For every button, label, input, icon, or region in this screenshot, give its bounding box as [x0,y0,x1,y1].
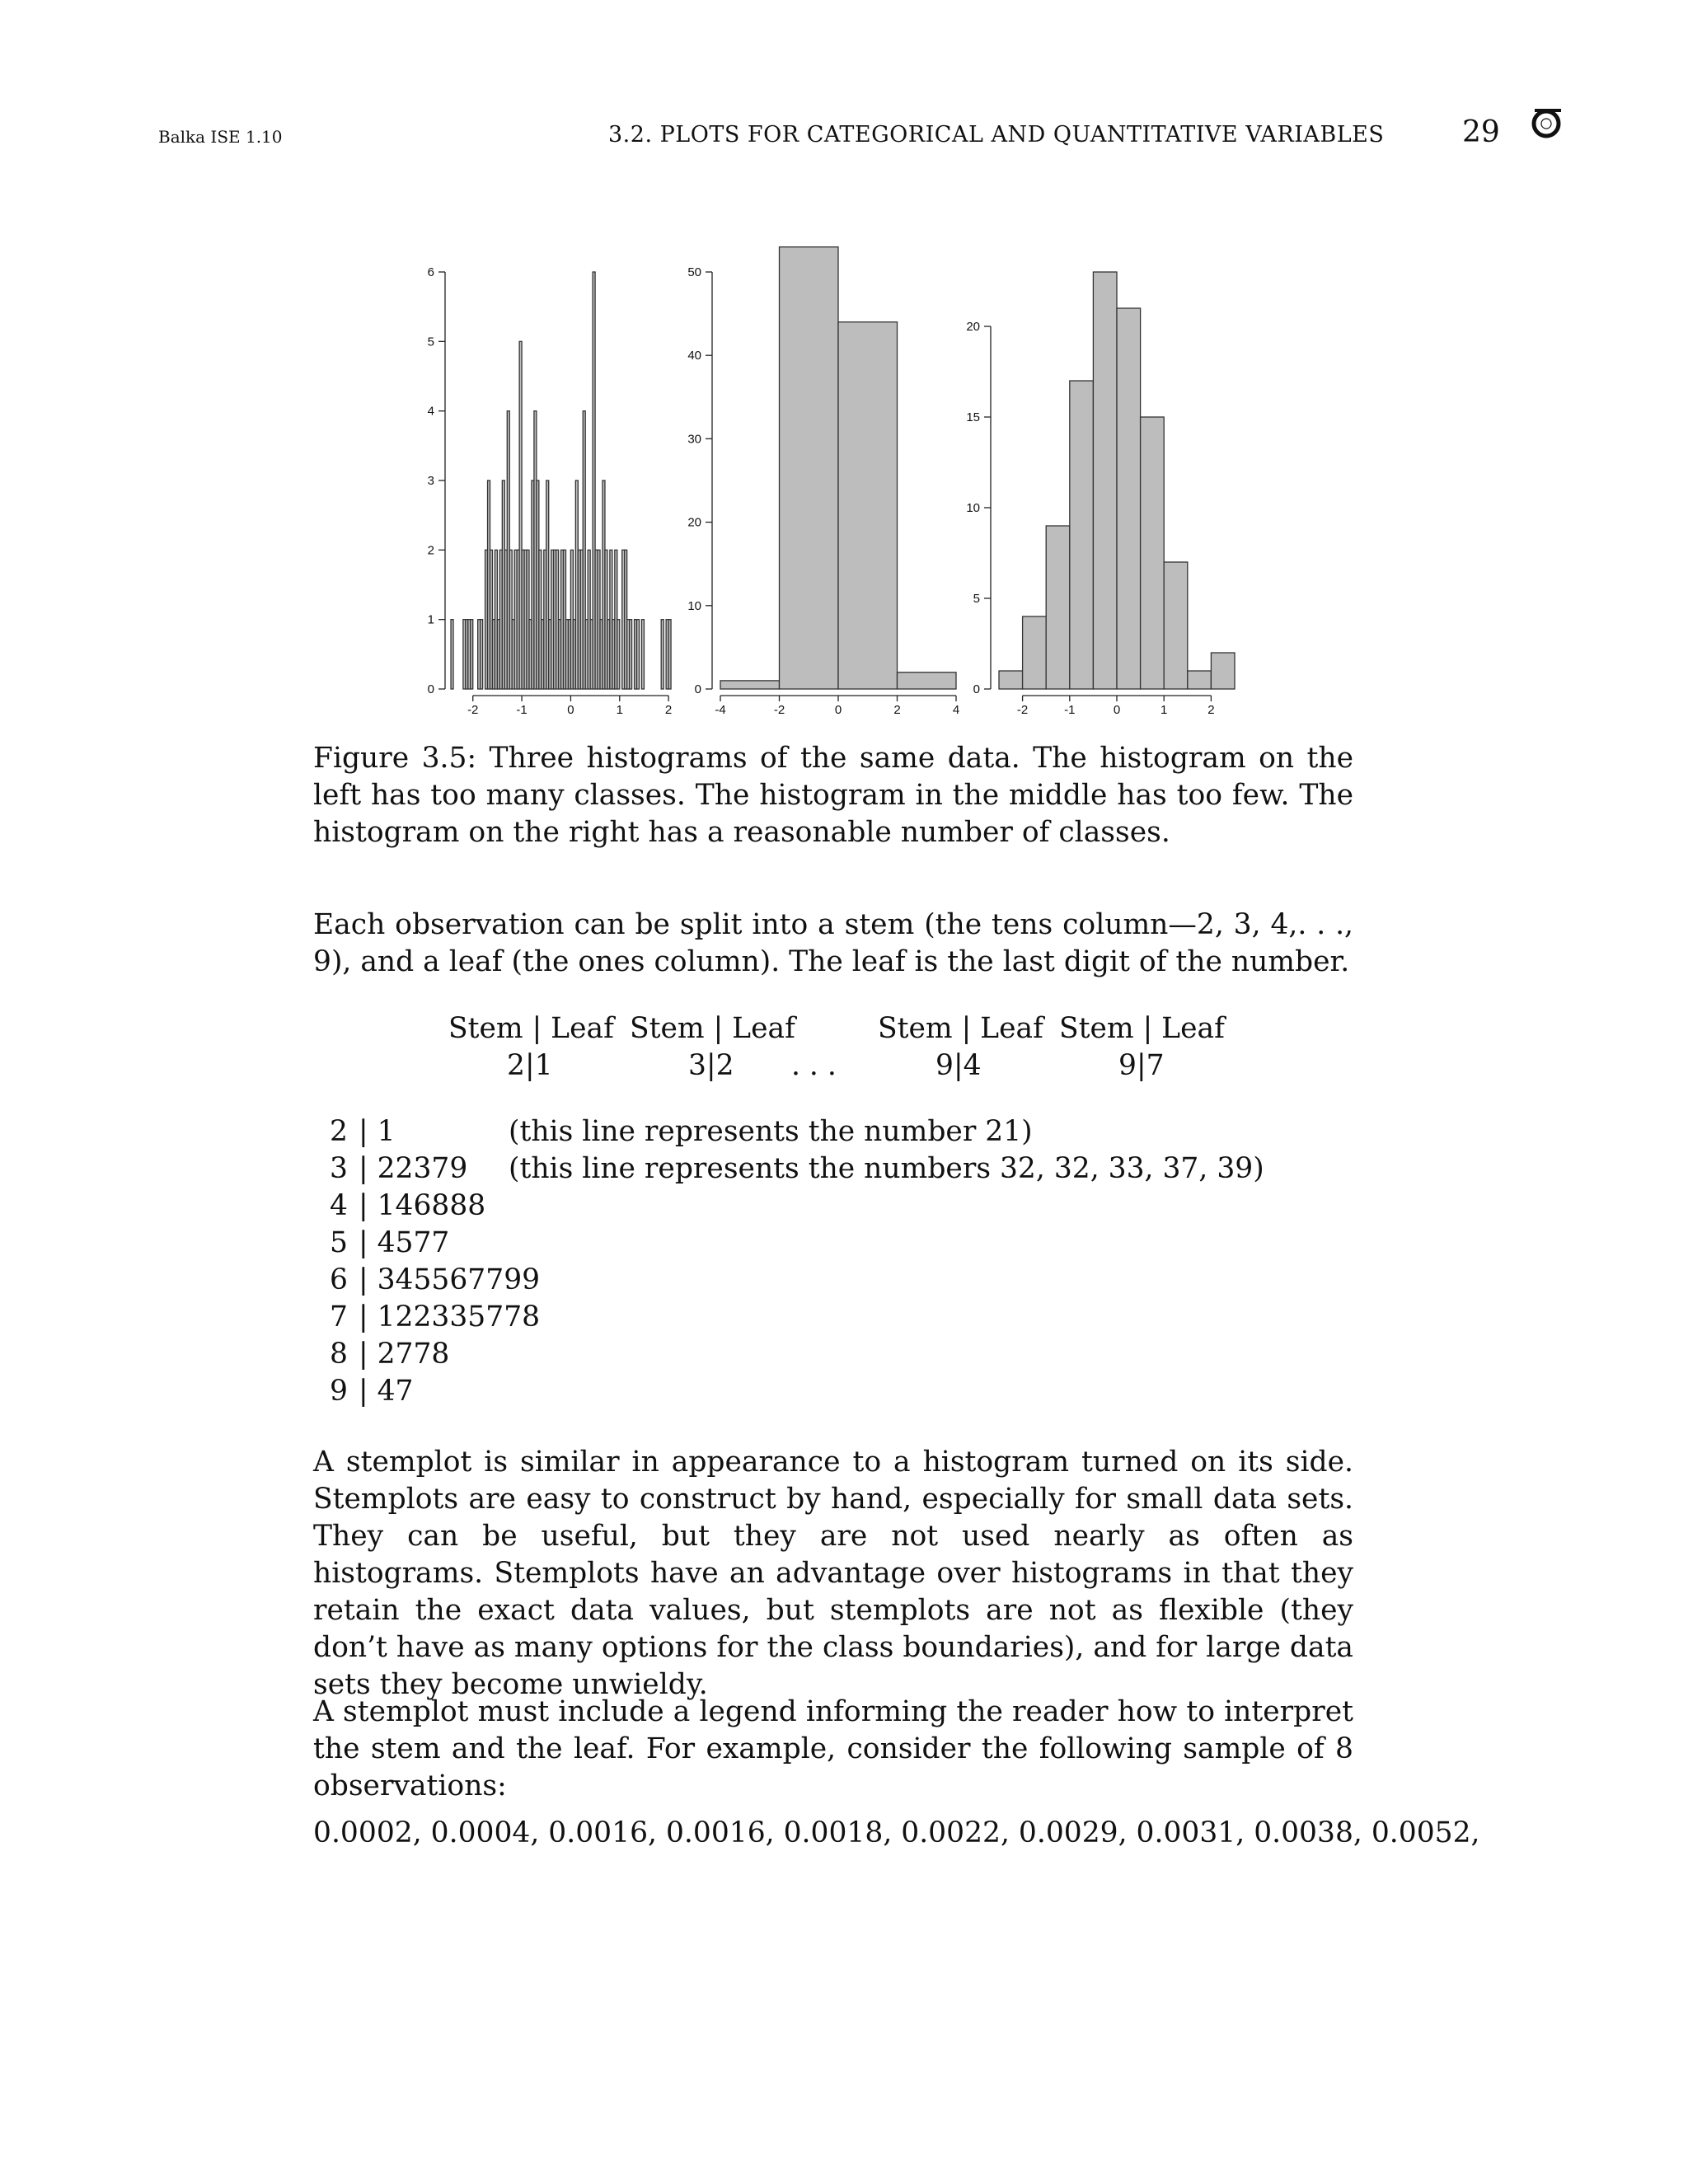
figure-caption: Figure 3.5: Three histograms of the same data. The histogram on the left has too many classes. The histogram in the middle has too few. The histogram on the right has a reasonable number of classes. [313,742,1353,849]
stemplot-note-2: (this line represents the numbers 32, 32, 33, 37, 39) [509,1152,1264,1185]
histogram-3-y-tick-label: 15 [966,410,980,424]
histogram-2-x-tick-label: 4 [952,703,960,717]
histogram-1-bar [668,620,671,689]
histogram-3-y-tick-label: 0 [973,682,980,696]
paragraph-stemplot-legend: A stemplot must include a legend informing the reader how to interpret the stem and the leaf. For example, consider the following sample of 8 observations: [313,1695,1353,1802]
histogram-1-y-tick-label: 2 [427,543,434,558]
histogram-3-x-tick-label: -2 [1016,703,1029,717]
legend-header-3: Stem | Leaf [878,1012,1043,1045]
paragraph-stem-leaf-intro: Each observation can be split into a stem (the tens column—2, 3, 4,. . ., 9), and a leaf (the ones column). The leaf is the last digit of the number. [313,908,1353,978]
histogram-2-y-tick-label: 0 [694,682,701,696]
histogram-1-bar [471,620,473,689]
histogram-1-bar [451,620,453,689]
histogram-2-x-tick-label: -4 [715,703,726,717]
histogram-2-bar [898,673,957,689]
histogram-3-y-tick-label: 20 [966,320,980,334]
legend-example-4: 9|7 [1118,1049,1165,1082]
histogram-3-x-tick-label: 1 [1160,703,1168,717]
histogram-3-bar [1211,653,1235,689]
legend-ellipsis: . . . [791,1049,837,1082]
histogram-1-y-tick-label: 4 [427,404,434,419]
histogram-2-y-tick-label: 20 [687,515,701,530]
histogram-3-bar [1141,417,1165,689]
histogram-3-bar [1093,272,1117,689]
legend-example-1: 2|1 [507,1049,553,1082]
legend-example-2: 3|2 [688,1049,734,1082]
histogram-3-y-tick-label: 10 [966,501,980,515]
histogram-3-x-tick-label: -1 [1064,703,1076,717]
histogram-3-bar [1046,526,1070,689]
stemplot-row: 4 | 146888 [330,1189,486,1222]
histogram-2-bar [780,247,839,689]
legend-header-2: Stem | Leaf [630,1012,795,1045]
stemplot-row: 3 | 22379 [330,1152,468,1185]
histogram-1-y-tick-label: 5 [427,335,434,349]
stemplot-row: 2 | 1 [330,1115,396,1148]
histogram-3-y-tick-label: 5 [973,592,980,606]
legend-header-1: Stem | Leaf [448,1012,614,1045]
stemplot-row: 8 | 2778 [330,1338,450,1371]
histogram-1-bar [617,620,620,689]
histogram-2-y-tick-label: 10 [687,598,701,613]
histogram-1-bar [630,620,632,689]
observations-list: 0.0002, 0.0004, 0.0016, 0.0016, 0.0018, 0.0022, 0.0029, 0.0031, 0.0038, 0.0052, [313,1816,1480,1849]
histogram-3-bar [1164,562,1188,689]
legend-header-4: Stem | Leaf [1059,1012,1225,1045]
histogram-1-x-tick-label: -2 [467,703,479,717]
histogram-1-bar [637,620,640,689]
histogram-2-bar [838,322,898,689]
histogram-1-bar [641,620,644,689]
stemplot-row: 6 | 345567799 [330,1263,541,1296]
histogram-1-y-tick-label: 6 [427,265,434,279]
histogram-3-bar [999,671,1023,689]
histogram-3-bar [1023,616,1047,689]
histogram-3-x-tick-label: 2 [1207,703,1215,717]
histogram-2-bar [720,681,780,689]
stemplot-row: 9 | 47 [330,1375,414,1408]
stemplot-row: 7 | 122335778 [330,1301,541,1333]
histogram-2-x-tick-label: 0 [834,703,842,717]
histogram-3-bar [1070,381,1094,689]
running-header-left: Balka ISE 1.10 [158,127,283,147]
histogram-1-y-tick-label: 1 [427,612,434,627]
histograms-svg [387,247,1245,717]
paragraph-stemplot-description: A stemplot is similar in appearance to a histogram turned on its side. Stemplots are easy to construct by hand, especially for small data sets. They can be useful, but they are not used nearly as often as histograms. Stemplots have an advantage over histograms in that they retain the exact data values, but stemplots are not as flexible (they don’t have as many options for the class boundaries), and for large data sets they become unwieldy. [313,1446,1353,1701]
stemplot-row: 5 | 4577 [330,1226,450,1259]
histogram-figure [387,247,1245,717]
histogram-1-x-tick-label: 2 [664,703,673,717]
histogram-1-bar [661,620,663,689]
legend-example-3: 9|4 [935,1049,982,1082]
histogram-1-x-tick-label: -1 [516,703,528,717]
stemplot-note-1: (this line represents the number 21) [509,1115,1033,1148]
histogram-3-x-tick-label: 0 [1113,703,1121,717]
running-header-section: 3.2. PLOTS FOR CATEGORICAL AND QUANTITATIVE VARIABLES [608,122,1385,148]
histogram-1-y-tick-label: 0 [427,682,434,696]
histogram-1-x-tick-label: 0 [567,703,574,717]
histogram-2-y-tick-label: 50 [687,265,701,279]
histogram-3-bar [1117,308,1141,689]
histogram-2-y-tick-label: 40 [687,349,701,363]
histogram-2-x-tick-label: 2 [893,703,901,717]
histogram-3-bar [1188,671,1212,689]
histogram-1-bar [481,620,483,689]
sigma-logo-icon [1526,101,1566,140]
histogram-1-y-tick-label: 3 [427,474,434,488]
histogram-1-x-tick-label: 1 [616,703,623,717]
histogram-2-y-tick-label: 30 [687,432,701,447]
page-number: 29 [1462,115,1500,149]
histogram-2-x-tick-label: -2 [773,703,785,717]
